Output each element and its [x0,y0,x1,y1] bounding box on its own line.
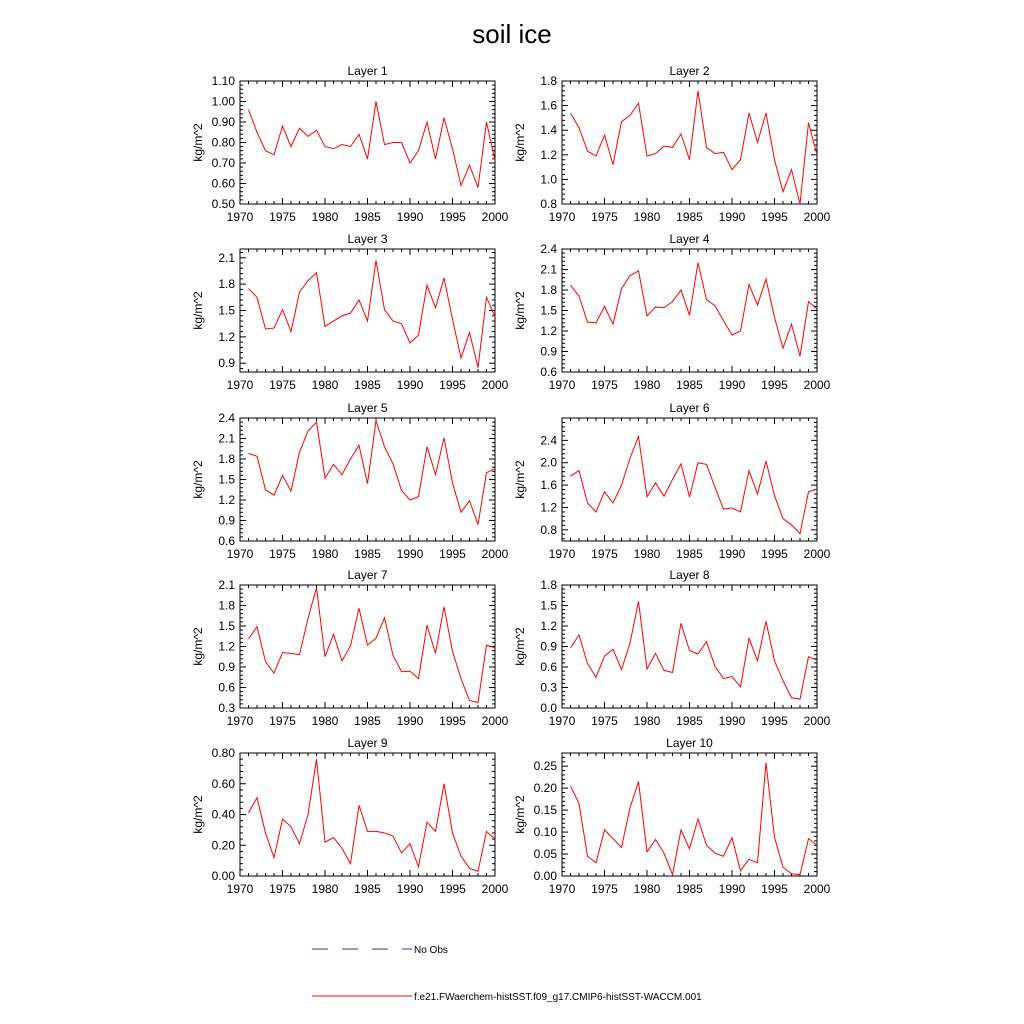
x-tick-label: 1970 [226,547,254,561]
y-tick-label: 0.00 [533,869,557,883]
plot-frame [562,249,817,372]
y-tick-label: 0.00 [211,869,235,883]
panel-layer-7 [191,568,509,728]
y-tick-label: 1.8 [540,578,557,592]
x-tick-label: 2000 [481,210,509,224]
plot-frame [240,753,495,876]
x-tick-label: 2000 [481,714,509,728]
x-tick-label: 1980 [633,210,661,224]
x-tick-label: 2000 [803,378,831,392]
y-tick-label: 0.25 [533,759,557,774]
figure-title: soil ice [472,19,552,49]
y-tick-label: 0.8 [540,522,557,537]
y-tick-label: 0.80 [211,135,235,150]
panels-grid [191,64,831,896]
y-axis-label: kg/m^2 [513,795,527,834]
y-tick-label: 0.0 [540,701,557,715]
x-tick-label: 1975 [269,378,296,392]
y-tick-label: 1.0 [540,172,557,187]
y-tick-label: 0.6 [218,534,235,548]
series-line-model [571,436,818,533]
y-tick-label: 1.6 [540,478,557,493]
y-tick-label: 1.5 [218,303,235,318]
panel-layer-5 [191,401,509,561]
panel-layer-3 [191,232,509,392]
panel-title: Layer 9 [347,736,388,750]
series-line-model [249,759,496,871]
panel-title: Layer 10 [666,736,713,750]
x-tick-label: 1980 [311,378,339,392]
x-tick-label: 1995 [761,714,788,728]
y-axis-label: kg/m^2 [191,123,205,162]
x-tick-label: 1975 [269,547,296,561]
panel-title: Layer 7 [347,568,388,582]
y-axis-label: kg/m^2 [191,795,205,834]
y-tick-label: 1.2 [540,619,557,633]
x-tick-label: 1985 [354,882,381,896]
x-tick-label: 1995 [761,547,788,561]
y-tick-label: 1.8 [218,277,235,292]
y-tick-label: 0.80 [211,746,235,760]
x-tick-label: 1975 [269,210,296,224]
y-tick-label: 1.2 [540,147,557,162]
panel-title: Layer 1 [347,64,388,78]
y-tick-label: 1.5 [540,303,557,318]
x-tick-label: 1970 [226,882,254,896]
y-tick-label: 0.9 [540,639,557,654]
y-tick-label: 2.1 [218,578,235,592]
x-tick-label: 1990 [718,714,746,728]
x-tick-label: 2000 [481,882,509,896]
y-axis-label: kg/m^2 [191,460,205,499]
x-tick-label: 1980 [311,210,339,224]
y-tick-label: 1.8 [218,452,235,466]
x-tick-label: 1970 [548,378,576,392]
y-tick-label: 0.3 [540,680,557,695]
legend-model-label: f.e21.FWaerchem-histSST.f09_g17.CMIP6-histSST-WACCM.001 [414,992,702,1003]
y-tick-label: 0.70 [211,156,235,170]
plot-frame [562,81,817,204]
y-tick-label: 1.8 [540,283,557,297]
plot-frame [240,418,495,541]
x-tick-label: 2000 [481,378,509,392]
x-tick-label: 1995 [761,210,788,224]
y-tick-label: 0.9 [540,344,557,359]
legend-obs-label: No Obs [414,945,448,956]
y-tick-label: 0.9 [218,356,235,371]
y-tick-label: 0.9 [218,660,235,674]
y-tick-label: 1.2 [218,639,235,654]
panel-title: Layer 4 [669,232,710,246]
panel-title: Layer 5 [347,401,388,415]
x-tick-label: 1990 [396,714,424,728]
panel-layer-8 [513,568,831,728]
y-tick-label: 2.0 [540,455,557,470]
x-tick-label: 1985 [354,210,381,224]
x-tick-label: 1980 [633,378,661,392]
y-tick-label: 0.6 [218,680,235,695]
x-tick-label: 1970 [226,714,254,728]
panel-layer-9 [191,736,509,896]
x-tick-label: 1985 [676,882,703,896]
x-tick-label: 2000 [803,210,831,224]
series-line-model [249,260,496,367]
series-line-model [249,588,496,703]
plot-frame [240,81,495,204]
y-tick-label: 0.10 [533,825,557,840]
plot-frame [562,418,817,541]
x-tick-label: 1990 [718,547,746,561]
y-tick-label: 0.9 [218,513,235,528]
series-line-model [571,263,818,357]
y-tick-label: 0.3 [218,701,235,715]
x-tick-label: 1995 [439,882,466,896]
y-tick-label: 1.5 [218,472,235,487]
y-axis-label: kg/m^2 [513,627,527,666]
y-tick-label: 1.2 [540,324,557,338]
panel-title: Layer 3 [347,232,388,246]
y-axis-label: kg/m^2 [191,627,205,666]
y-tick-label: 0.50 [211,197,235,211]
x-tick-label: 1985 [676,547,703,561]
x-tick-label: 1970 [226,378,254,392]
y-tick-label: 1.2 [540,500,557,515]
legend [312,945,702,1003]
x-tick-label: 1980 [633,882,661,896]
x-tick-label: 2000 [481,547,509,561]
series-line-model [249,421,496,525]
x-tick-label: 1970 [548,882,576,896]
y-tick-label: 2.4 [540,242,557,256]
x-tick-label: 1990 [396,547,424,561]
y-tick-label: 1.4 [540,123,557,138]
y-tick-label: 1.8 [540,74,557,88]
y-tick-label: 0.90 [211,115,235,129]
x-tick-label: 1970 [226,210,254,224]
x-tick-label: 1990 [718,378,746,392]
x-tick-label: 1985 [354,714,381,728]
x-tick-label: 1975 [591,210,618,224]
x-tick-label: 1970 [548,714,576,728]
x-tick-label: 1995 [439,378,466,392]
x-tick-label: 1975 [591,714,618,728]
y-tick-label: 0.20 [211,838,235,853]
plot-frame [240,249,495,372]
y-tick-label: 0.15 [533,803,557,818]
panel-title: Layer 6 [669,401,710,415]
y-tick-label: 0.8 [540,197,557,211]
x-tick-label: 1980 [311,882,339,896]
y-tick-label: 1.2 [218,493,235,507]
x-tick-label: 1985 [354,378,381,392]
x-tick-label: 1980 [311,714,339,728]
y-tick-label: 0.6 [540,365,557,379]
y-axis-label: kg/m^2 [191,291,205,330]
y-tick-label: 2.1 [218,431,235,446]
y-tick-label: 2.4 [218,411,235,425]
y-tick-label: 0.05 [533,847,557,862]
plot-frame [240,585,495,708]
series-line-model [249,102,496,188]
x-tick-label: 1980 [311,547,339,561]
y-tick-label: 2.1 [218,250,235,265]
series-line-model [571,601,818,699]
x-tick-label: 1975 [269,714,296,728]
x-tick-label: 1995 [439,210,466,224]
x-tick-label: 2000 [803,547,831,561]
panel-layer-4 [513,232,831,392]
y-tick-label: 1.5 [218,619,235,633]
y-tick-label: 2.1 [540,262,557,277]
panel-title: Layer 8 [669,568,710,582]
y-axis-label: kg/m^2 [513,291,527,330]
x-tick-label: 1970 [548,547,576,561]
x-tick-label: 1975 [591,378,618,392]
y-axis-label: kg/m^2 [513,460,527,499]
x-tick-label: 1990 [396,378,424,392]
y-tick-label: 1.8 [218,598,235,613]
y-tick-label: 0.60 [211,176,235,191]
y-tick-label: 0.60 [211,776,235,791]
x-tick-label: 1990 [718,882,746,896]
x-tick-label: 1985 [354,547,381,561]
panel-layer-10 [513,736,831,896]
y-tick-label: 1.2 [218,329,235,344]
y-tick-label: 1.00 [211,94,235,109]
plot-frame [562,753,817,876]
x-tick-label: 1975 [591,882,618,896]
y-tick-label: 1.5 [540,598,557,613]
x-tick-label: 1980 [633,714,661,728]
y-tick-label: 1.10 [211,74,235,88]
y-tick-label: 0.40 [211,807,235,822]
x-tick-label: 2000 [803,882,831,896]
x-tick-label: 1970 [548,210,576,224]
y-tick-label: 1.6 [540,98,557,113]
x-tick-label: 1975 [591,547,618,561]
y-tick-label: 2.4 [540,433,557,448]
series-line-model [571,763,818,875]
panel-layer-2 [513,64,831,224]
series-line-model [571,91,818,204]
y-axis-label: kg/m^2 [513,123,527,162]
x-tick-label: 2000 [803,714,831,728]
x-tick-label: 1995 [761,378,788,392]
x-tick-label: 1985 [676,378,703,392]
panel-layer-1 [191,64,509,224]
y-tick-label: 0.20 [533,781,557,796]
x-tick-label: 1985 [676,210,703,224]
x-tick-label: 1985 [676,714,703,728]
y-tick-label: 0.6 [540,660,557,674]
x-tick-label: 1995 [439,547,466,561]
x-tick-label: 1980 [633,547,661,561]
x-tick-label: 1995 [761,882,788,896]
plot-frame [562,585,817,708]
x-tick-label: 1990 [396,210,424,224]
x-tick-label: 1995 [439,714,466,728]
x-tick-label: 1990 [718,210,746,224]
panel-layer-6 [513,401,831,561]
x-tick-label: 1975 [269,882,296,896]
panel-title: Layer 2 [669,64,710,78]
x-tick-label: 1990 [396,882,424,896]
